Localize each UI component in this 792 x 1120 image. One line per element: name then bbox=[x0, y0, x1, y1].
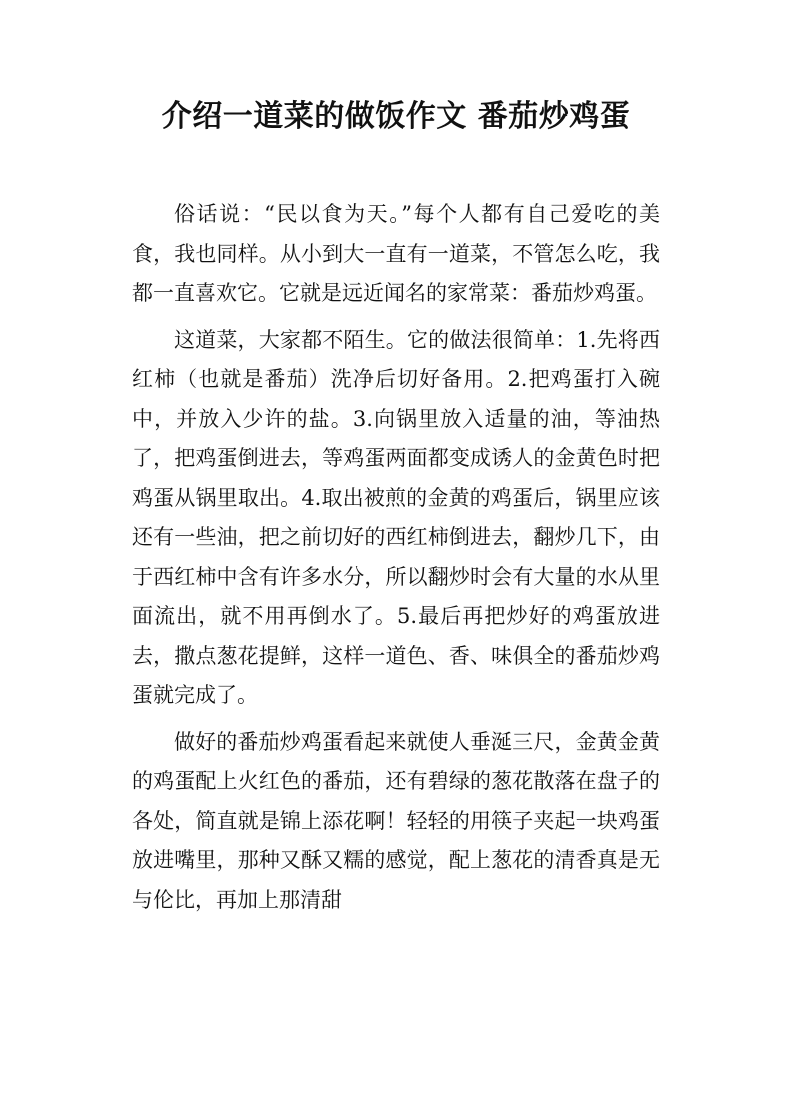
article-body bbox=[132, 195, 660, 927]
paragraph-recipe-steps: 这道菜，大家都不陌生。它的做法很简单：1.先将西红柿（也就是番茄）洗净后切好备用。2.把鸡蛋打入碗中，并放入少许的盐。3.向锅里放入适量的油，等油热了，把鸡蛋倒进去，等鸡蛋两面都变成诱人的金黄色时把鸡蛋从锅里取出。4.取出被煎的金黄的鸡蛋后，锅里应该还有一些油，把之前切好的西红柿倒进去，翻炒几下，由于西红柿中含有许多水分，所以翻炒时会有大量的水从里面流出，就不用再倒水了。5.最后再把炒好的鸡蛋放进去，撒点葱花提鲜，这样一道色、香、味俱全的番茄炒鸡蛋就完成了。 bbox=[132, 327, 660, 707]
page-title: 介绍一道菜的做饭作文 番茄炒鸡蛋 bbox=[161, 99, 631, 134]
paragraph-intro: 俗话说：“民以食为天。”每个人都有自己爱吃的美食，我也同样。从小到大一直有一道菜，不管怎么吃，我都一直喜欢它。它就是远近闻名的家常菜：番茄炒鸡蛋。 bbox=[132, 202, 660, 305]
paragraph-tasting: 做好的番茄炒鸡蛋看起来就使人垂涎三尺，金黄金黄的鸡蛋配上火红色的番茄，还有碧绿的葱花散落在盘子的各处，简直就是锦上添花啊！轻轻的用筷子夹起一块鸡蛋放进嘴里，那种又酥又糯的感觉，配上葱花的清香真是无与伦比，再加上那清甜 bbox=[132, 729, 660, 912]
